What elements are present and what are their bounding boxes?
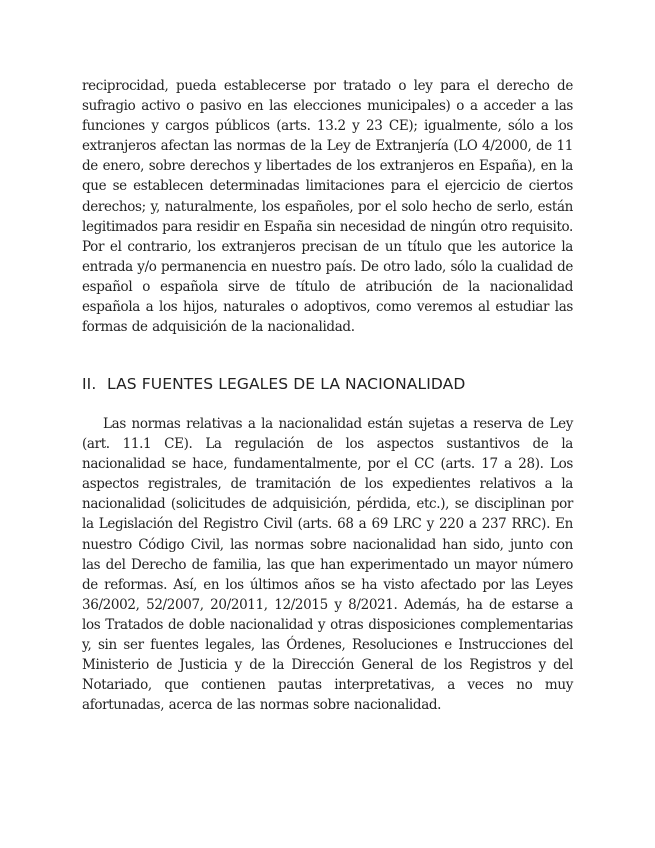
body-paragraph-1: reciprocidad, pueda establecerse por tratado o ley para el derecho de sufragio activo o pasivo en las elecciones municipales) o a acceder a las funciones y cargos públicos (arts. 13.2 y 23 CE); igualmente, sólo a los extranjeros afectan las normas de la Ley de Extranjería (LO 4/2000, de 11 de enero, sobre derechos y libertades de los extranjeros en España), en la que se establecen determinadas limitaciones para el ejercicio de ciertos derechos; y, naturalmente, los españoles, por el solo hecho de serlo, están legitimados para residir en España sin necesidad de ningún otro requisito. Por el contrario, los extranjeros precisan de un título que les autorice la entrada y/o permanencia en nuestro país. De otro lado, sólo la cualidad de español o española sirve de título de atribución de la nacionalidad española a los hijos, naturales o adoptivos, como veremos al estudiar las formas de adquisición de la nacionalidad. [82,78,573,336]
section-heading [82,374,582,394]
body-paragraph-2: Las normas relativas a la nacionalidad están sujetas a reserva de Ley (art. 11.1 CE). La regulación de los aspectos sustantivos de la nacionalidad se hace, fundamentalmente, por el CC (arts. 17 a 28). Los aspectos registrales, de tramitación de los expedientes relativos a la nacionalidad (solicitudes de adquisición, pérdida, etc.), se disciplinan por la Legislación del Registro Civil (arts. 68 a 69 LRC y 220 a 237 RRC). En nuestro Código Civil, las normas sobre nacionalidad han sido, junto con las del Derecho de familia, las que han experimentado un mayor número de reformas. Así, en los últimos años se ha visto afectado por las Leyes 36/2002, 52/2007, 20/2011, 12/2015 y 8/2021. Además, ha de estarse a los Tratados de doble nacionalidad y otras disposiciones complementarias y, sin ser fuentes legales, las Órdenes, Resoluciones e Instrucciones del Ministerio de Justicia y de la Dirección General de los Registros y del Notariado, que contienen pautas interpretativas, a veces no muy afortunadas, acerca de las normas sobre nacionalidad. [82,416,573,714]
section-number: II. [82,375,97,393]
section-title: LAS FUENTES LEGALES DE LA NACIONALIDAD [107,375,466,393]
